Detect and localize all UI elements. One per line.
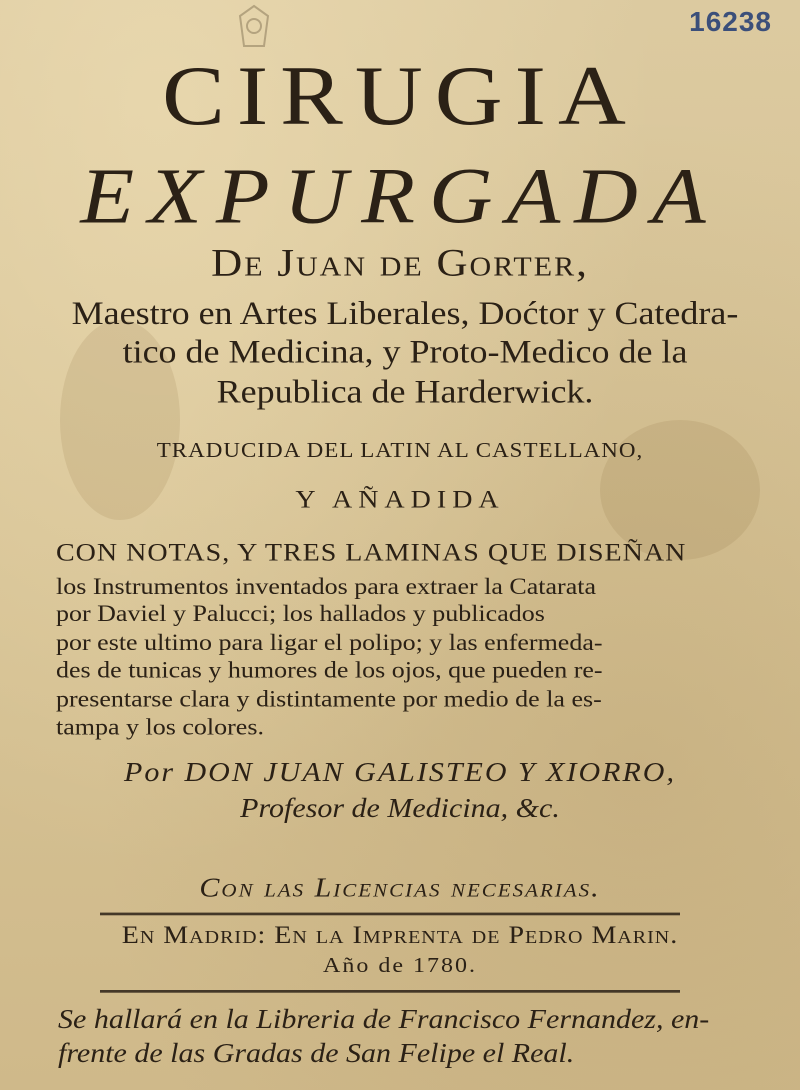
author-degree-line: Republica de Harderwick. — [216, 373, 594, 410]
author-degree-line: Maestro en Artes Liberales, Doćtor y Catedra- — [71, 295, 739, 332]
subtitle: EXPURGADA — [80, 153, 720, 241]
year-line: Año de 1780. — [323, 954, 477, 978]
notes-line: presentarse clara y distintamente por medio de la es- — [56, 685, 602, 712]
notes-line: CON NOTAS, Y TRES LAMINAS QUE DISEÑAN — [56, 539, 687, 567]
divider-rule — [100, 990, 680, 993]
divider-rule — [100, 913, 680, 916]
bookseller-line: Se hallará en la Libreria de Francisco Fernandez, en- — [58, 1004, 710, 1035]
translator-line: Por DON JUAN GALISTEO Y XIORRO, — [124, 757, 676, 788]
licenses-line: Con las Licencias necesarias. — [199, 873, 601, 903]
notes-line: los Instrumentos inventados para extraer la Catarata — [56, 573, 597, 600]
notes-line: por Daviel y Palucci; los hallados y publicados — [56, 600, 545, 627]
author-degree-line: tico de Medicina, y Proto-Medico de la — [122, 333, 688, 370]
shelfmark-number: 16238 — [689, 6, 772, 37]
imprint-line: En Madrid: En la Imprenta de Pedro Marin. — [121, 921, 679, 950]
notes-line: tampa y los colores. — [56, 713, 264, 740]
bookseller-line: frente de las Gradas de San Felipe el Real. — [58, 1038, 575, 1069]
translator-title: Profesor de Medicina, &c. — [240, 793, 560, 824]
translation-line: TRADUCIDA DEL LATIN AL CASTELLANO, — [156, 439, 644, 462]
notes-line: des de tunicas y humores de los ojos, que pueden re- — [56, 657, 603, 684]
added-line: Y AÑADIDA — [295, 486, 505, 514]
author-line: De Juan de Gorter, — [211, 242, 589, 285]
notes-line: por este ultimo para ligar el polipo; y las enfermeda- — [56, 629, 603, 656]
main-title: CIRUGIA — [162, 49, 638, 144]
